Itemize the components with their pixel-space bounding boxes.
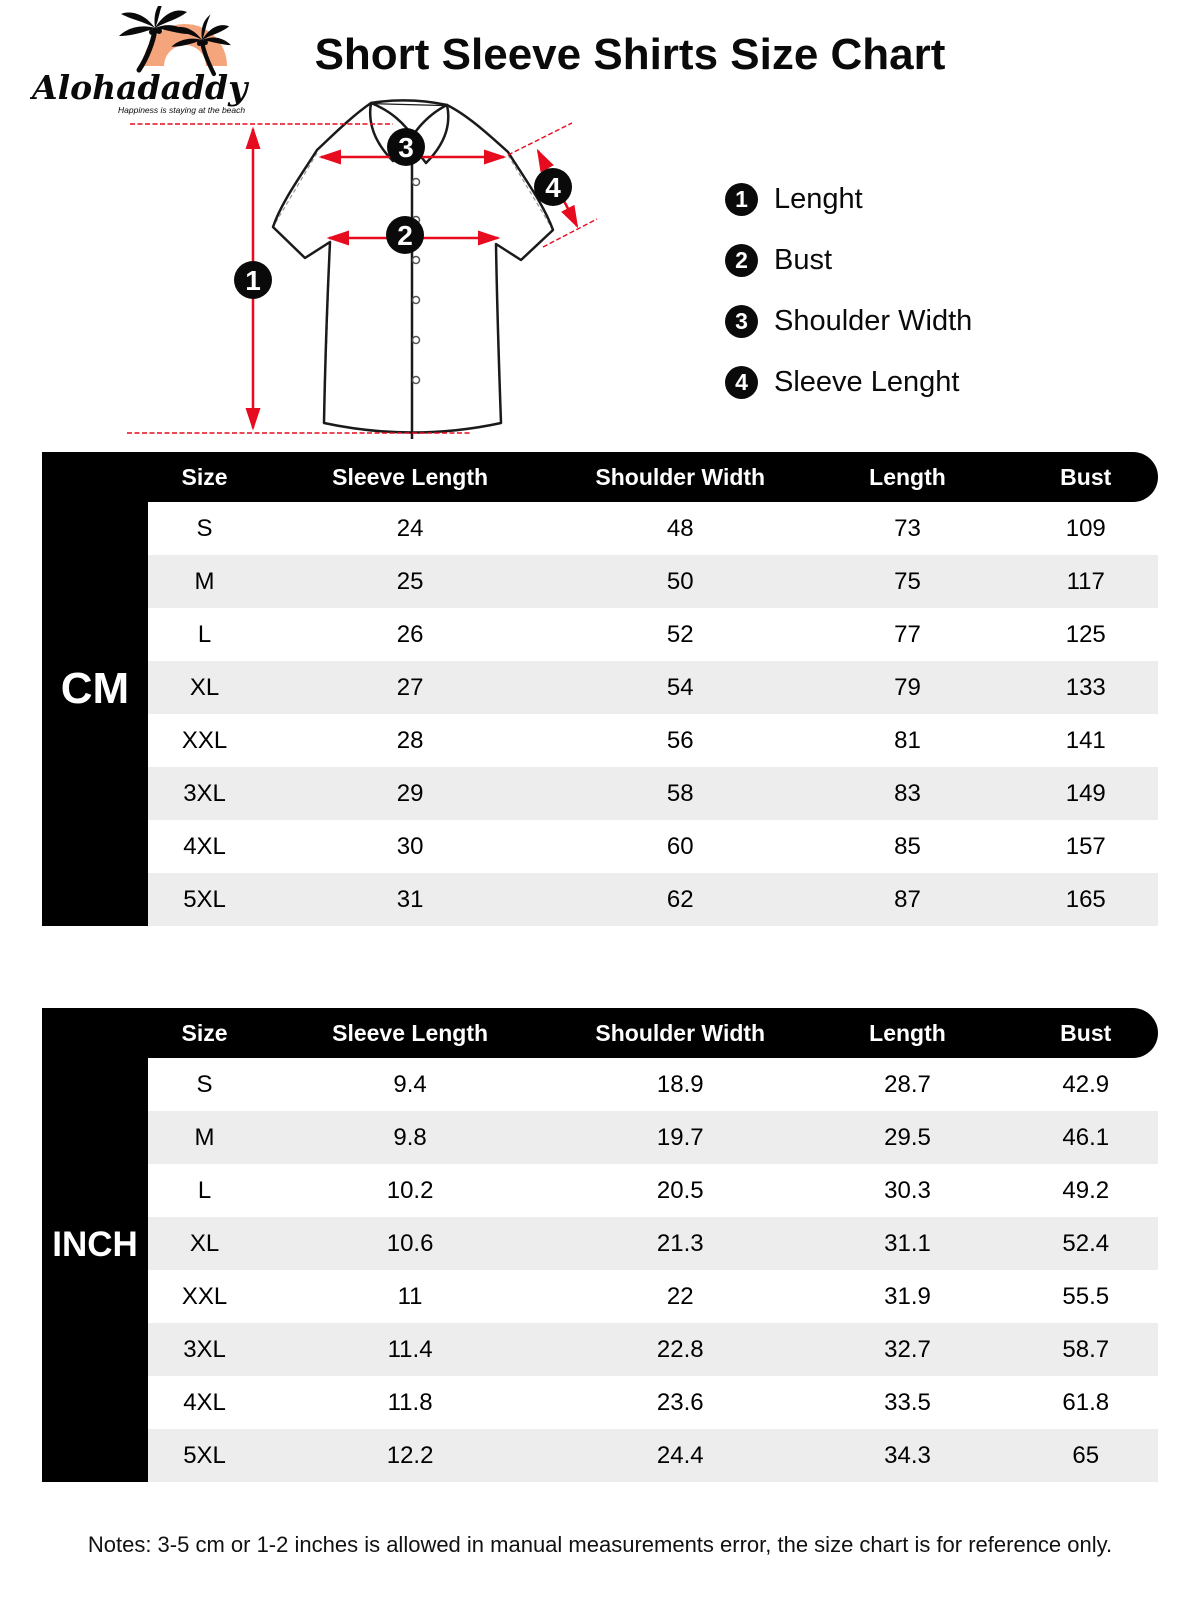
table-cell: 28: [396, 726, 424, 754]
measure-marker-1: [234, 261, 272, 299]
table-cell: 31.1: [884, 1229, 931, 1257]
table-cell: 32.7: [884, 1335, 931, 1363]
measure-marker-3: [387, 128, 425, 166]
column-header-bust: Bust: [1060, 1019, 1112, 1046]
table-cell: 62: [666, 885, 694, 913]
table-cell: 10.6: [386, 1229, 434, 1257]
table-cell: 22: [666, 1282, 694, 1310]
table-cell: 19.7: [656, 1123, 704, 1151]
table-cell: M: [194, 1123, 215, 1151]
table-cell: 29.5: [884, 1123, 931, 1151]
table-cell: 73: [894, 514, 921, 542]
table-cell: 60: [666, 832, 694, 860]
table-cell: 11: [397, 1282, 423, 1310]
table-cell: 23.6: [656, 1388, 704, 1416]
column-header-size: Size: [181, 1019, 228, 1046]
table-cell: 24: [396, 514, 424, 542]
table-row: [148, 1323, 1158, 1376]
table-cell: 31.9: [884, 1282, 931, 1310]
table-cell: 5XL: [183, 885, 226, 913]
size-table-cm: [42, 452, 1158, 926]
table-cell: 22.8: [656, 1335, 704, 1363]
table-cell: 77: [894, 620, 921, 648]
table-row: [148, 820, 1158, 873]
table-row: [148, 661, 1158, 714]
table-cell: 29: [396, 779, 424, 807]
table-cell: 11.8: [387, 1388, 433, 1416]
column-header-size: Size: [181, 463, 228, 490]
column-header-sleeve-length: Sleeve Length: [332, 1019, 489, 1046]
measure-marker-2: [386, 216, 424, 254]
column-header-bust: Bust: [1060, 463, 1112, 490]
table-cell: 52: [666, 620, 694, 648]
table-cell: 141: [1065, 726, 1106, 754]
table-row: [148, 873, 1158, 926]
table-cell: XXL: [181, 1282, 228, 1310]
table-cell: 125: [1065, 620, 1106, 648]
table-cell: S: [196, 514, 213, 542]
table-cell: L: [197, 620, 212, 648]
table-cell: 165: [1065, 885, 1106, 913]
table-cell: 149: [1065, 779, 1106, 807]
brand-name: Alohadaddy: [32, 68, 248, 107]
table-cell: M: [194, 567, 215, 595]
table-cell: 61.8: [1062, 1388, 1110, 1416]
table-row: [148, 1217, 1158, 1270]
table-cell: 30.3: [884, 1176, 931, 1204]
table-cell: 9.8: [393, 1123, 427, 1151]
table-cell: 56: [666, 726, 694, 754]
notes-text: Notes: 3-5 cm or 1-2 inches is allowed in manual measurements error, the size chart is for reference only.: [87, 1532, 1113, 1557]
table-body-inch: [148, 1058, 1158, 1482]
table-cell: 26: [396, 620, 424, 648]
table-cell: 83: [894, 779, 921, 807]
table-cell: 58.7: [1062, 1335, 1110, 1363]
table-cell: 34.3: [884, 1441, 931, 1469]
table-cell: 30: [396, 832, 424, 860]
table-cell: 133: [1065, 673, 1106, 701]
table-cell: 18.9: [656, 1070, 704, 1098]
page-title: Short Sleeve Shirts Size Chart: [314, 30, 946, 79]
legend-label: Shoulder Width: [774, 304, 973, 337]
table-row: [148, 1058, 1158, 1111]
measurement-legend: [725, 180, 972, 401]
table-cell: 21.3: [656, 1229, 704, 1257]
legend-number-badge: 2: [725, 244, 758, 277]
table-cell: 109: [1065, 514, 1106, 542]
column-header-length: Length: [869, 463, 946, 490]
marker-number: 2: [397, 220, 413, 251]
unit-label-inch: INCH: [52, 1225, 138, 1264]
table-cell: XL: [189, 1229, 220, 1257]
table-header-row: [148, 1008, 1158, 1058]
table-cell: 4XL: [183, 1388, 226, 1416]
marker-number: 3: [398, 132, 414, 163]
table-cell: 85: [894, 832, 921, 860]
table-cell: 58: [666, 779, 694, 807]
legend-number-badge: 3: [725, 305, 758, 338]
table-cell: 27: [396, 673, 424, 701]
legend-number-badge: 4: [725, 366, 758, 399]
table-row: [148, 767, 1158, 820]
table-cell: 20.5: [656, 1176, 704, 1204]
column-header-length: Length: [869, 1019, 946, 1046]
marker-number: 4: [545, 172, 561, 203]
table-body-cm: [148, 502, 1158, 926]
table-cell: 10.2: [386, 1176, 434, 1204]
table-cell: XXL: [181, 726, 228, 754]
table-cell: L: [197, 1176, 212, 1204]
table-cell: S: [196, 1070, 213, 1098]
legend-label: Sleeve Lenght: [774, 365, 960, 398]
table-cell: 87: [894, 885, 921, 913]
table-cell: 79: [894, 673, 921, 701]
measure-marker-4: [534, 168, 572, 206]
table-cell: 3XL: [183, 1335, 226, 1363]
table-row: [148, 714, 1158, 767]
table-cell: 28.7: [884, 1070, 931, 1098]
table-row: [148, 502, 1158, 555]
table-cell: 24.4: [656, 1441, 704, 1469]
legend-number-badge: 1: [725, 183, 758, 216]
table-cell: 65: [1072, 1441, 1100, 1469]
brand-tagline: Happiness is staying at the beach: [118, 105, 246, 115]
table-row: [148, 1429, 1158, 1482]
legend-item-shoulder-width: [725, 302, 972, 340]
table-cell: 117: [1066, 567, 1105, 595]
table-cell: 12.2: [386, 1441, 434, 1469]
size-table-inch: [42, 1008, 1158, 1482]
legend-item-sleeve-length: [725, 363, 972, 401]
table-cell: 157: [1065, 832, 1106, 860]
table-row: [148, 1111, 1158, 1164]
table-row: [148, 1270, 1158, 1323]
table-cell: 54: [666, 673, 694, 701]
table-cell: 42.9: [1062, 1070, 1110, 1098]
legend-label: Bust: [774, 243, 833, 276]
table-row: [148, 608, 1158, 661]
table-row: [148, 555, 1158, 608]
table-cell: 48: [666, 514, 694, 542]
legend-item-length: [725, 180, 972, 218]
table-cell: 81: [894, 726, 921, 754]
column-header-shoulder-width: Shoulder Width: [595, 1019, 766, 1046]
legend-item-bust: [725, 241, 972, 279]
table-cell: 55.5: [1062, 1282, 1110, 1310]
table-row: [148, 1164, 1158, 1217]
unit-label-cm: CM: [60, 664, 130, 713]
table-cell: 25: [396, 567, 424, 595]
table-cell: XL: [189, 673, 220, 701]
table-cell: 4XL: [183, 832, 226, 860]
table-cell: 75: [894, 567, 921, 595]
table-cell: 3XL: [183, 779, 226, 807]
table-row: [148, 1376, 1158, 1429]
table-cell: 11.4: [387, 1335, 433, 1363]
table-cell: 5XL: [183, 1441, 226, 1469]
table-cell: 46.1: [1062, 1123, 1110, 1151]
table-cell: 33.5: [884, 1388, 931, 1416]
table-cell: 49.2: [1062, 1176, 1110, 1204]
table-header-row: [148, 452, 1158, 502]
marker-number: 1: [245, 265, 261, 296]
column-header-shoulder-width: Shoulder Width: [595, 463, 766, 490]
table-cell: 9.4: [393, 1070, 427, 1098]
table-cell: 50: [666, 567, 694, 595]
column-header-sleeve-length: Sleeve Length: [332, 463, 489, 490]
shirt-measurement-diagram: [125, 95, 625, 453]
legend-label: Lenght: [774, 182, 863, 215]
table-cell: 52.4: [1062, 1229, 1110, 1257]
table-cell: 31: [396, 885, 424, 913]
